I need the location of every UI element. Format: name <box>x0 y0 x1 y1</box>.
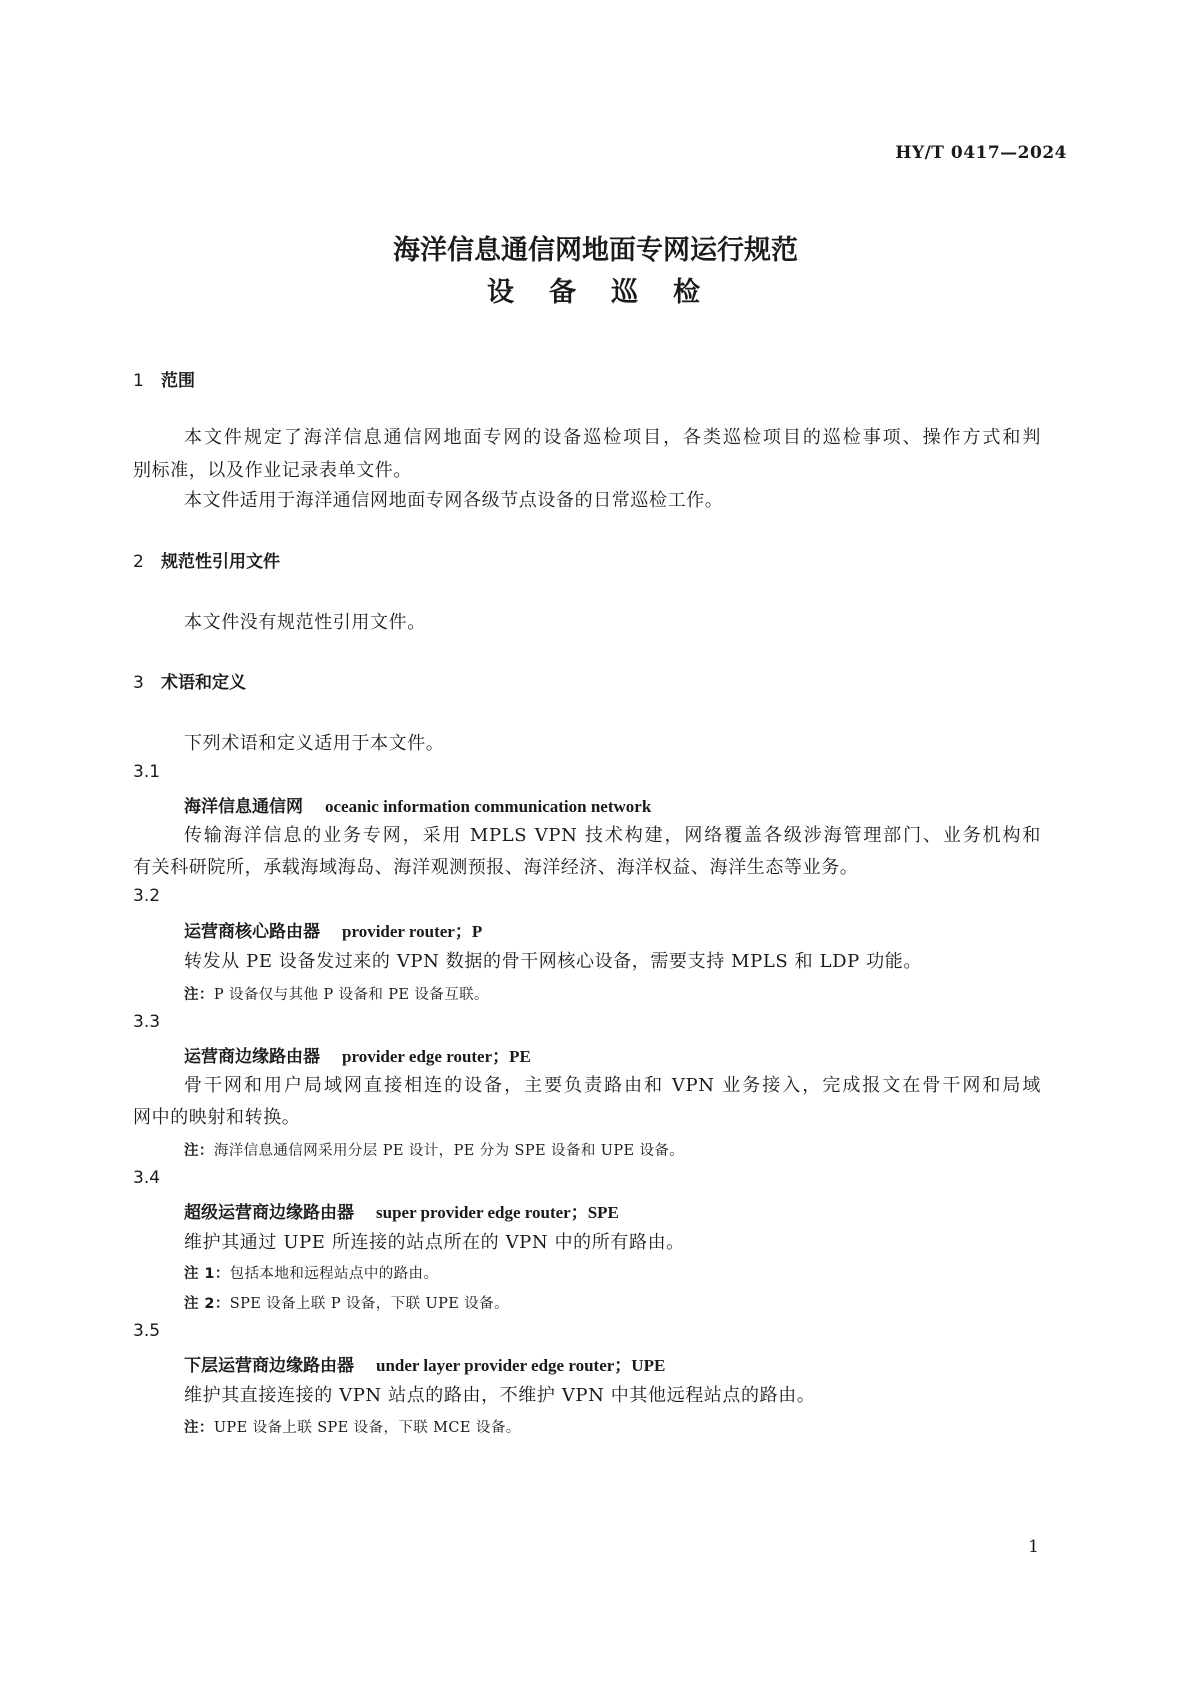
term-definition-line-1: 骨干网和用户局域网直接相连的设备，主要负责路由和 VPN 业务接入，完成报文在骨干网和局域 <box>184 1075 1041 1096</box>
section-title: 术语和定义 <box>161 673 246 693</box>
section-3-intro: 下列术语和定义适用于本文件。 <box>184 733 445 754</box>
section-1-heading <box>133 366 195 391</box>
section-3-heading <box>133 668 246 693</box>
term-number: 3.4 <box>133 1168 161 1188</box>
term-definition-line-2: 有关科研院所，承载海域海岛、海洋观测预报、海洋经济、海洋权益、海洋生态等业务。 <box>133 857 859 878</box>
term-note <box>184 983 489 1004</box>
term-note-1 <box>184 1262 438 1283</box>
note-label: 注： <box>184 1420 214 1436</box>
term-zh: 超级运营商边缘路由器 <box>184 1203 354 1223</box>
section-title: 范围 <box>161 371 195 391</box>
note-label: 注 2： <box>184 1296 230 1312</box>
term-zh: 下层运营商边缘路由器 <box>184 1356 354 1376</box>
note-label: 注： <box>184 987 214 1003</box>
section-number: 1 <box>133 371 144 391</box>
term-note <box>184 1416 521 1437</box>
note-text: P 设备仅与其他 P 设备和 PE 设备互联。 <box>213 987 489 1003</box>
term-note <box>184 1139 684 1160</box>
term-definition-line-1: 传输海洋信息的业务专网，采用 MPLS VPN 技术构建，网络覆盖各级涉海管理部门、业务机构和 <box>184 825 1041 846</box>
section-1-para-1-line-2: 别标准，以及作业记录表单文件。 <box>133 460 412 481</box>
term-number: 3.5 <box>133 1321 161 1341</box>
section-number: 2 <box>133 552 144 572</box>
term-heading <box>184 1351 665 1376</box>
note-text: UPE 设备上联 SPE 设备，下联 MCE 设备。 <box>213 1420 521 1436</box>
term-en: provider router；P <box>342 922 483 941</box>
term-zh: 海洋信息通信网 <box>184 797 303 817</box>
term-number: 3.2 <box>133 886 161 906</box>
term-heading <box>184 1042 531 1067</box>
term-en: provider edge router；PE <box>342 1047 531 1066</box>
term-definition-line-2: 网中的映射和转换。 <box>133 1107 301 1128</box>
term-number: 3.3 <box>133 1012 161 1032</box>
term-definition-line-1: 维护其直接连接的 VPN 站点的路由，不维护 VPN 中其他远程站点的路由。 <box>184 1385 816 1406</box>
term-heading <box>184 792 651 817</box>
standard-code: HY/T 0417—2024 <box>895 143 1067 163</box>
term-note-2 <box>184 1292 509 1313</box>
term-zh: 运营商核心路由器 <box>184 922 320 942</box>
term-en: oceanic information communication network <box>325 797 652 816</box>
note-label: 注： <box>184 1143 214 1159</box>
note-text: 海洋信息通信网采用分层 PE 设计，PE 分为 SPE 设备和 UPE 设备。 <box>213 1143 685 1159</box>
note-text: 包括本地和远程站点中的路由。 <box>229 1266 439 1282</box>
section-number: 3 <box>133 673 144 693</box>
term-number: 3.1 <box>133 762 161 782</box>
term-en: under layer provider edge router；UPE <box>376 1356 666 1375</box>
note-text: SPE 设备上联 P 设备，下联 UPE 设备。 <box>229 1296 509 1312</box>
term-zh: 运营商边缘路由器 <box>184 1047 320 1067</box>
section-1-para-2: 本文件适用于海洋通信网地面专网各级节点设备的日常巡检工作。 <box>184 490 724 511</box>
term-heading <box>184 917 482 942</box>
term-definition-line-1: 转发从 PE 设备发过来的 VPN 数据的骨干网核心设备，需要支持 MPLS 和 LDP 功能。 <box>184 951 923 972</box>
section-title: 规范性引用文件 <box>161 552 280 572</box>
section-2-heading <box>133 547 280 572</box>
document-subtitle: 设 备 巡 检 <box>487 277 704 308</box>
section-1-para-1-line-1: 本文件规定了海洋信息通信网地面专网的设备巡检项目，各类巡检项目的巡检事项、操作方式和判 <box>184 427 1041 448</box>
term-heading <box>184 1198 619 1223</box>
page-number: 1 <box>1028 1537 1039 1557</box>
note-label: 注 1： <box>184 1266 230 1282</box>
section-2-para-1: 本文件没有规范性引用文件。 <box>184 612 426 633</box>
term-definition-line-1: 维护其通过 UPE 所连接的站点所在的 VPN 中的所有路由。 <box>184 1232 685 1253</box>
document-title: 海洋信息通信网地面专网运行规范 <box>393 235 798 266</box>
term-en: super provider edge router；SPE <box>376 1203 619 1222</box>
